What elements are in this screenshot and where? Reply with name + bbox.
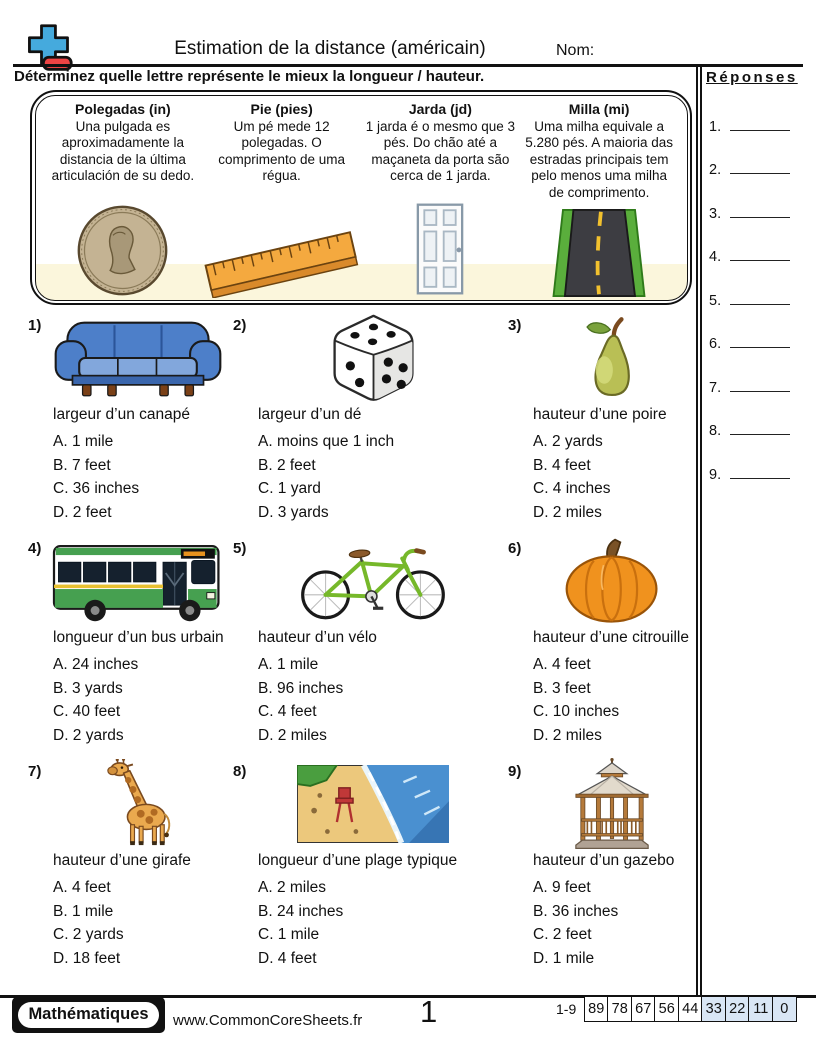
score-cell: 22	[725, 996, 750, 1022]
question-number: 7)	[28, 763, 42, 780]
unit-column-inches	[44, 101, 203, 298]
question-4	[28, 538, 230, 744]
question-number: 8)	[233, 763, 247, 780]
answer-number: 5.	[709, 293, 722, 309]
option-b: B. 7 feet	[53, 456, 111, 474]
score-cell: 11	[748, 996, 773, 1022]
score-cell: 44	[678, 996, 703, 1022]
option-d: D. 2 feet	[53, 503, 112, 521]
answer-item-3	[709, 204, 790, 222]
answer-blank-9[interactable]	[730, 465, 790, 479]
score-cell: 78	[607, 996, 632, 1022]
answer-blank-4[interactable]	[730, 247, 790, 261]
instruction-text: Déterminez quelle lettre représente le mieux la longueur / hauteur.	[14, 68, 485, 85]
score-cell: 0	[772, 996, 797, 1022]
answer-item-5	[709, 291, 790, 309]
option-c: C. 1 yard	[258, 480, 321, 497]
reference-box-inner	[35, 95, 688, 301]
option-b: B. 1 mile	[53, 902, 114, 920]
option-d: D. 1 mile	[533, 949, 595, 967]
answer-item-7	[709, 378, 790, 396]
option-c: C. 4 feet	[258, 703, 317, 720]
question-number: 3)	[508, 317, 522, 334]
option-b: B. 3 feet	[533, 679, 591, 697]
answer-blank-6[interactable]	[730, 334, 790, 348]
question-label: hauteur d’une poire	[533, 406, 667, 423]
question-number: 2)	[233, 317, 247, 334]
answer-blank-7[interactable]	[730, 378, 790, 392]
page-title: Estimation de la distance (américain)	[174, 38, 486, 59]
answers-title: Réponses	[706, 69, 798, 86]
unit-title: Pie (pies)	[250, 100, 313, 117]
unit-description: Uma milha equivale a 5.280 pés. A maioria das estradas principais tem pelo menos uma milha de comprimento.	[525, 118, 674, 200]
question-label: hauteur d’un gazebo	[533, 852, 675, 869]
unit-description: 1 jarda é o mesmo que 3 pés. Do chão até a maçaneta da porta são cerca de 1 jarda.	[365, 118, 516, 183]
pumpkin-image	[558, 537, 666, 625]
question-number: 5)	[233, 540, 247, 557]
answer-number: 8.	[709, 423, 722, 439]
question-label: hauteur d’une citrouille	[533, 629, 689, 646]
question-label: hauteur d’une girafe	[53, 852, 191, 869]
option-c: C. 4 inches	[533, 480, 611, 497]
answer-number: 3.	[709, 206, 722, 222]
option-b: B. 36 inches	[533, 902, 619, 920]
question-label: largeur d’un canapé	[53, 406, 191, 423]
option-a: A. 1 mile	[258, 656, 319, 673]
answer-blank-8[interactable]	[730, 421, 790, 435]
question-1	[28, 315, 230, 521]
answer-item-1	[709, 117, 790, 135]
answer-blank-1[interactable]	[730, 117, 790, 131]
option-a: A. 24 inches	[53, 656, 139, 673]
answer-number: 6.	[709, 336, 722, 352]
name-label: Nom:	[556, 42, 595, 59]
beach-image	[297, 765, 449, 843]
option-a: A. 9 feet	[533, 879, 591, 896]
unit-description: Um pé mede 12 polegadas. O comprimento de uma régua.	[218, 118, 346, 183]
question-label: largeur d’un dé	[258, 406, 362, 423]
door-icon	[416, 200, 464, 298]
option-b: B. 3 yards	[53, 679, 123, 697]
city-bus-image	[48, 539, 228, 623]
question-label: longueur d’une plage typique	[258, 852, 458, 869]
option-d: D. 2 miles	[533, 726, 602, 744]
option-c: C. 40 feet	[53, 703, 121, 720]
question-label: hauteur d’un vélo	[258, 629, 377, 646]
question-6	[508, 538, 698, 744]
road-icon	[550, 208, 648, 298]
question-number: 4)	[28, 540, 42, 557]
option-c: C. 36 inches	[53, 480, 140, 497]
option-c: C. 2 yards	[53, 926, 124, 943]
option-a: A. 2 yards	[533, 433, 603, 450]
question-3	[508, 315, 698, 521]
unit-column-yards	[361, 101, 520, 298]
ruler-icon	[198, 222, 366, 298]
answer-blank-2[interactable]	[730, 160, 790, 174]
answer-number: 4.	[709, 249, 722, 265]
option-a: A. 4 feet	[533, 656, 591, 673]
option-b: B. 4 feet	[533, 456, 591, 474]
answer-number: 7.	[709, 380, 722, 396]
option-d: D. 2 yards	[53, 726, 124, 744]
website-link[interactable]: www.CommonCoreSheets.fr	[173, 1012, 363, 1029]
question-9	[508, 761, 698, 967]
option-c: C. 2 feet	[533, 926, 592, 943]
answer-item-8	[709, 421, 790, 439]
score-table	[556, 996, 797, 1022]
unit-column-miles	[520, 101, 679, 298]
answer-item-9	[709, 465, 790, 483]
option-d: D. 2 miles	[533, 503, 602, 521]
option-a: A. moins que 1 inch	[258, 433, 395, 450]
option-a: A. 2 miles	[258, 879, 327, 896]
option-d: D. 2 miles	[258, 726, 327, 744]
option-a: A. 1 mile	[53, 433, 114, 450]
option-c: C. 10 inches	[533, 703, 620, 720]
option-d: D. 18 feet	[53, 949, 121, 967]
question-8	[233, 761, 495, 967]
answer-number: 9.	[709, 467, 722, 483]
header-divider	[13, 64, 803, 67]
unit-title: Milla (mi)	[568, 100, 630, 117]
question-label: longueur d’un bus urbain	[53, 629, 224, 646]
option-d: D. 3 yards	[258, 503, 329, 521]
answer-blank-5[interactable]	[730, 291, 790, 305]
option-c: C. 1 mile	[258, 926, 320, 943]
score-cell: 89	[584, 996, 609, 1022]
option-b: B. 2 feet	[258, 456, 316, 474]
unit-title: Polegadas (in)	[75, 100, 171, 117]
reference-box	[30, 90, 692, 305]
answer-item-4	[709, 247, 790, 265]
unit-description: Una pulgada es aproximadamente la distancia de la última articulación de su dedo.	[51, 118, 195, 183]
question-number: 1)	[28, 317, 42, 334]
pear-image	[576, 315, 648, 401]
couch-image	[54, 316, 222, 400]
dice-image	[326, 314, 421, 402]
gazebo-image	[565, 758, 659, 850]
answer-number: 1.	[709, 119, 722, 135]
brand-label: Mathématiques	[18, 1002, 158, 1028]
unit-title: Jarda (jd)	[408, 100, 472, 117]
quarter-coin-icon	[75, 203, 170, 298]
score-cell: 67	[631, 996, 656, 1022]
score-range-label: 1-9	[556, 1001, 577, 1017]
answer-blank-3[interactable]	[730, 204, 790, 218]
answer-item-6	[709, 334, 790, 352]
answer-item-2	[709, 160, 790, 178]
page-number: 1	[420, 994, 438, 1029]
brand-badge	[12, 997, 165, 1033]
score-cell: 56	[654, 996, 679, 1022]
option-b: B. 96 inches	[258, 679, 344, 697]
option-b: B. 24 inches	[258, 902, 344, 920]
question-2	[233, 315, 495, 521]
option-d: D. 4 feet	[258, 949, 317, 967]
score-cell: 33	[701, 996, 726, 1022]
unit-column-feet	[202, 101, 361, 298]
question-number: 6)	[508, 540, 522, 557]
question-7	[28, 761, 230, 967]
question-number: 9)	[508, 763, 522, 780]
question-5	[233, 538, 495, 744]
option-a: A. 4 feet	[53, 879, 111, 896]
bicycle-image	[294, 539, 452, 623]
giraffe-image	[102, 759, 174, 849]
answer-number: 2.	[709, 162, 722, 178]
